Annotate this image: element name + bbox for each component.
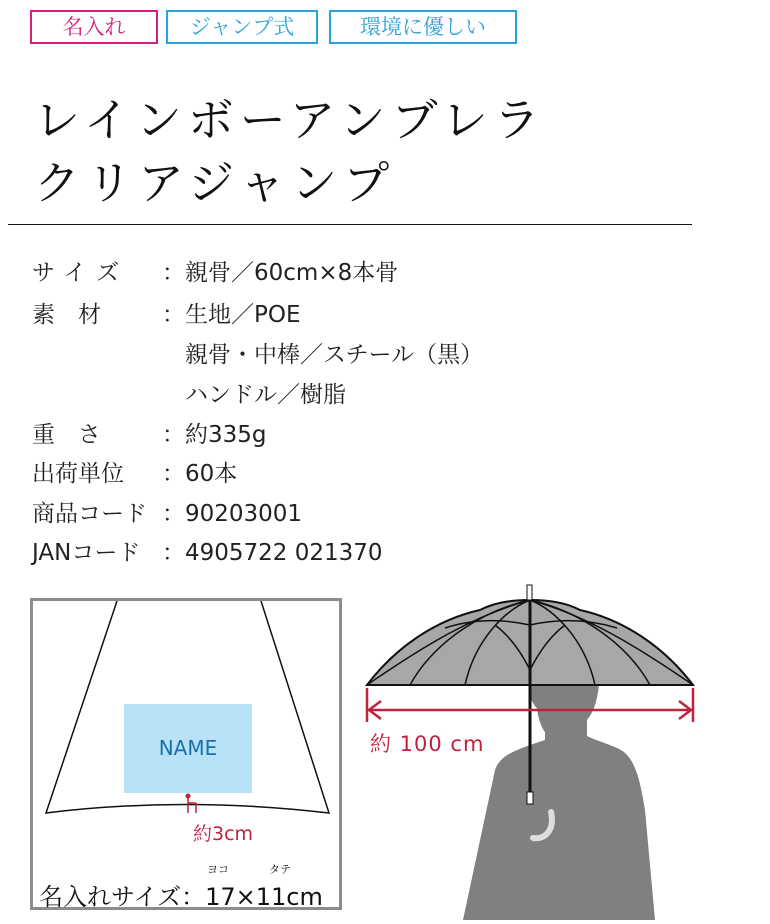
size-unit: cm [286,883,323,911]
product-title-line2: クリアジャンプ [34,156,396,210]
spec-value: 60本 [185,461,238,487]
spec-value: 生地／POE [185,302,301,328]
badge-jump-type: ジャンプ式 [166,10,318,44]
spec-label: サイズ [32,260,130,286]
print-area-diagram [30,598,342,910]
umbrella-width-note: 約 100 cm [370,732,485,756]
spec-row-product-code: 商品コード ：90203001 [32,501,303,527]
umbrella-tip [527,585,532,600]
badge-name-print: 名入れ [30,10,158,44]
person-silhouette [463,650,655,920]
spec-row-shipping-unit: 出荷単位 ：60本 [32,461,238,487]
width-ruby: ヨコ [207,863,229,876]
size-width: 17 [205,883,236,911]
spec-label: 出荷単位 [32,461,124,487]
badge-eco-friendly: 環境に優しい [329,10,517,44]
spec-value: ハンドル／樹脂 [185,382,346,408]
spec-row-material-2 [32,340,483,370]
name-print-area: NAME [124,704,252,793]
spec-row-jan-code: JANコード ：4905722 021370 [32,540,383,566]
handle-grip [527,792,533,804]
spec-value: 親骨／60cm×8本骨 [185,260,399,286]
margin-note: 約3cm [193,823,254,845]
size-height: 11 [255,883,287,911]
product-title-line1: レインボーアンブレラ [34,93,546,147]
spec-value: 親骨・中棒／スチール（黒） [185,342,484,368]
spec-row-weight: 重 さ ：約335g [32,422,267,448]
size-label-text: 名入れサイズ： [39,883,206,911]
height-ruby: タテ [269,863,291,876]
spec-label: 素 材 [32,302,101,328]
spec-label: 重 さ [32,422,101,448]
spec-label: 商品コード [32,501,147,527]
spec-row-material-3 [32,380,346,410]
spec-row-size: サイズ ：親骨／60cm×8本骨 [32,260,399,286]
title-divider [8,224,692,225]
spec-value: 90203001 [185,501,303,527]
size-times: × [235,883,256,911]
spec-value: 約335g [185,422,267,448]
print-size-label [39,877,323,912]
spec-value: 4905722 021370 [185,540,383,566]
spec-label: JANコード [32,540,141,566]
spec-row-material: 素 材 ：生地／POE [32,302,301,328]
